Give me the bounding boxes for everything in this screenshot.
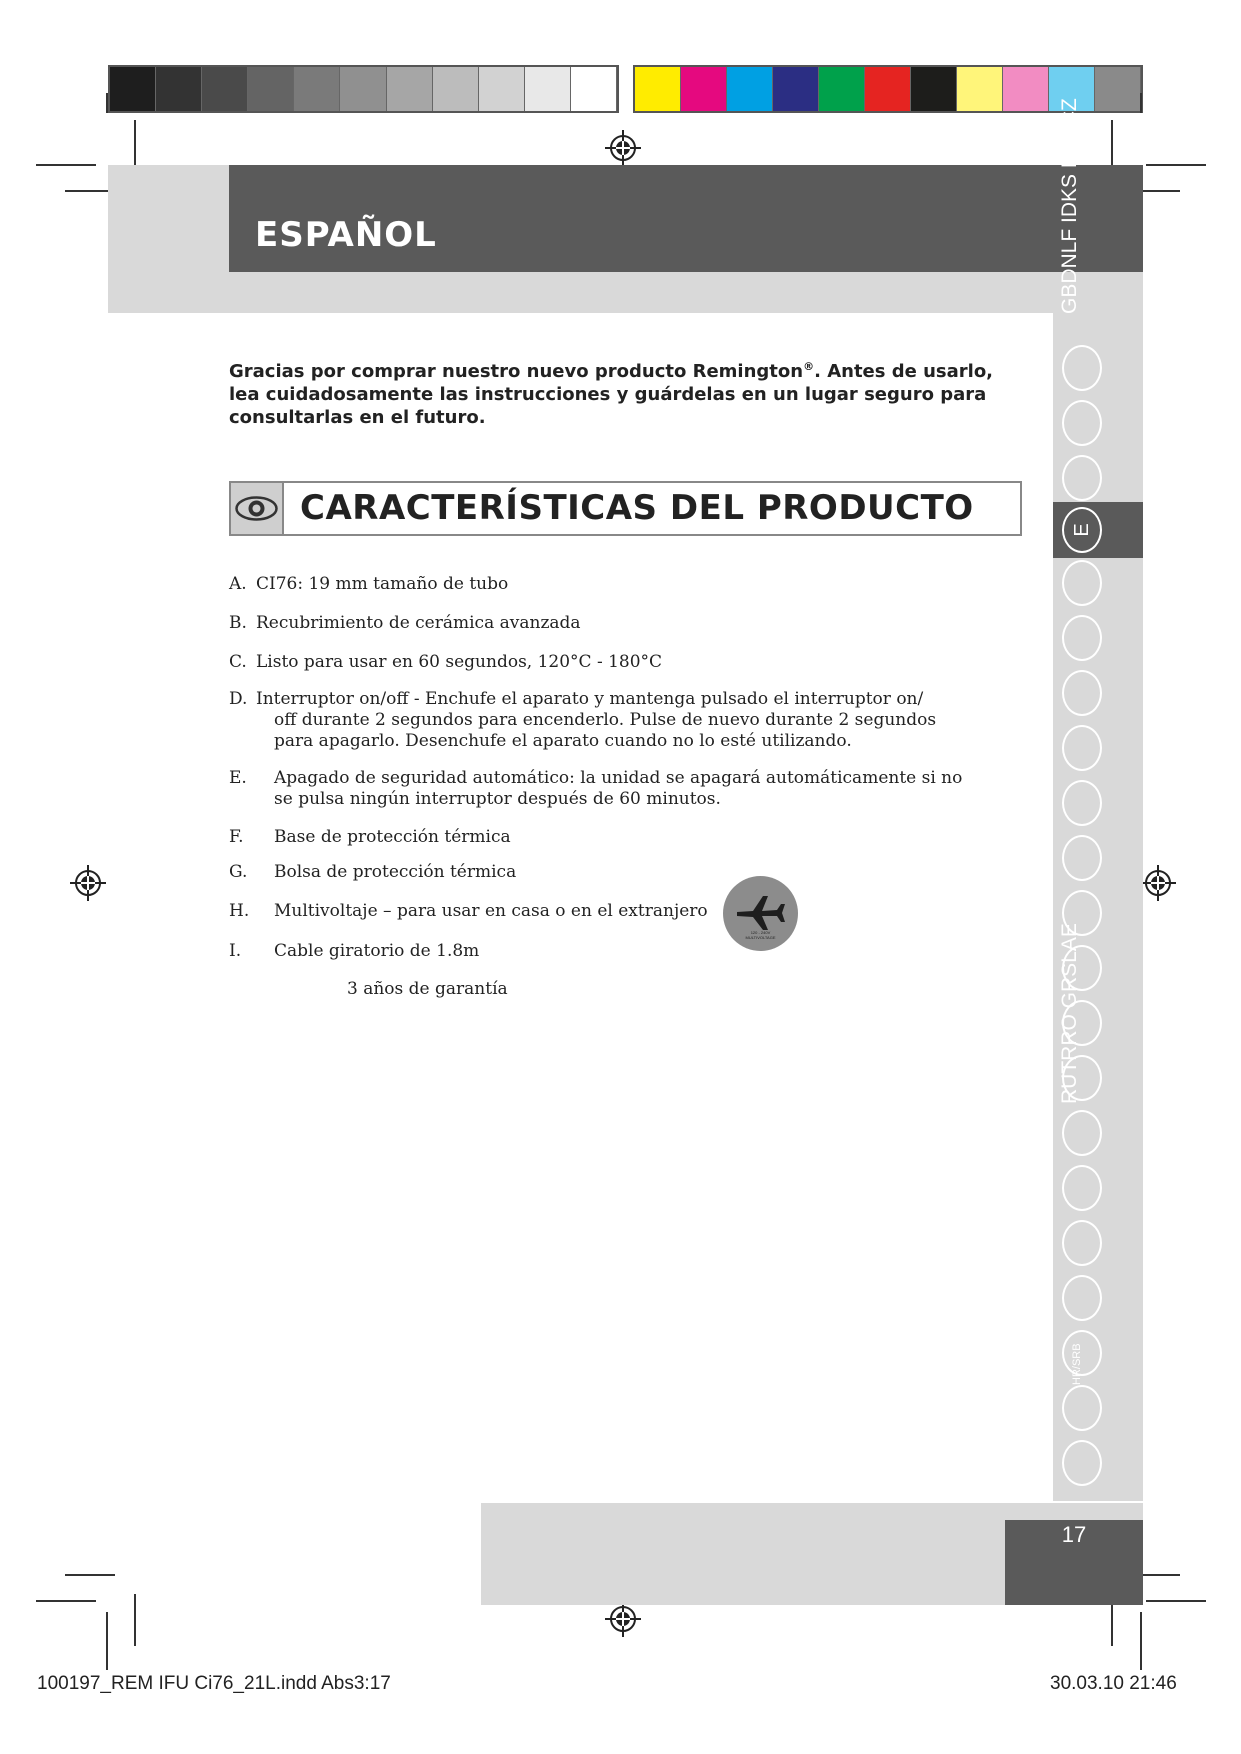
feature-item-e (229, 768, 963, 810)
section-title: CARACTERÍSTICAS DEL PRODUCTO (300, 488, 974, 528)
intro-text-start: Gracias por comprar nuestro nuevo producto Remington (229, 361, 804, 382)
language-tab-circle[interactable] (1062, 1110, 1102, 1156)
page-title: ESPAÑOL (255, 215, 437, 255)
feature-text: Cable giratorio de 1.8m (274, 941, 480, 961)
language-tab-circle[interactable] (1062, 1220, 1102, 1266)
language-tab-circle[interactable] (1062, 725, 1102, 771)
calibration-swatch (773, 67, 819, 111)
registration-mark-icon (70, 865, 106, 901)
feature-text: Bolsa de protección térmica (274, 862, 517, 882)
grayscale-calibration-bar (108, 65, 619, 113)
crop-mark (36, 1600, 96, 1602)
feature-letter: H. (229, 901, 250, 921)
registration-mark-icon (605, 1601, 641, 1637)
calibration-swatch (819, 67, 865, 111)
language-tab-active-label: E (1070, 523, 1093, 537)
language-tab-circle[interactable] (1062, 455, 1102, 501)
feature-letter: C. (229, 652, 247, 672)
feature-text: Recubrimiento de cerámica avanzada (256, 613, 581, 633)
crop-mark (106, 93, 108, 113)
page-number: 17 (1061, 1522, 1087, 1547)
calibration-swatch (202, 67, 248, 111)
badge-text: 120 - 240V (750, 930, 771, 935)
feature-text-continued: off durante 2 segundos para encenderlo. Pulse de nuevo durante 2 segundos para apagarlo. Desenchufe el aparato cuando no lo esté utilizando. (274, 710, 937, 751)
eye-icon (231, 483, 282, 534)
feature-item-d (229, 689, 949, 753)
feature-letter: D. (229, 689, 248, 709)
calibration-swatch (156, 67, 202, 111)
crop-mark (36, 164, 96, 166)
language-tab-circle[interactable] (1062, 670, 1102, 716)
feature-text: Listo para usar en 60 segundos, 120°C - 180°C (256, 652, 663, 672)
section-icon-box (229, 481, 284, 536)
calibration-swatch (110, 67, 156, 111)
language-tab-circle[interactable] (1062, 1275, 1102, 1321)
language-tab-circle[interactable] (1062, 615, 1102, 661)
feature-letter: G. (229, 862, 248, 882)
intro-paragraph (229, 355, 999, 429)
registered-mark: ® (803, 360, 815, 373)
calibration-swatch (727, 67, 773, 111)
calibration-swatch (571, 67, 617, 111)
language-tab-top-label: GBDNLF IDKS PSKCZ (1058, 98, 1081, 314)
feature-letter: A. (229, 574, 247, 594)
calibration-swatch (387, 67, 433, 111)
calibration-swatch (911, 67, 957, 111)
calibration-swatch (294, 67, 340, 111)
language-tab-circle[interactable] (1062, 780, 1102, 826)
feature-letter: E. (229, 768, 247, 788)
calibration-swatch (957, 67, 1003, 111)
registration-mark-icon (605, 130, 641, 166)
language-tab-circle[interactable] (1062, 1440, 1102, 1486)
calibration-swatch (1095, 67, 1141, 111)
crop-mark (1140, 93, 1142, 113)
crop-mark (106, 1612, 108, 1670)
multivoltage-badge (723, 876, 798, 951)
crop-mark (65, 1574, 115, 1576)
crop-mark (1146, 1600, 1206, 1602)
crop-mark (1146, 164, 1206, 166)
feature-letter: F. (229, 827, 244, 847)
calibration-swatch (525, 67, 571, 111)
language-tab-middle-label: RUTRRO GRSLAE (1058, 923, 1081, 1104)
calibration-swatch (1003, 67, 1049, 111)
language-tab-circle[interactable] (1062, 345, 1102, 391)
intro-text-end: . Antes de usarlo, lea cuidadosamente las instrucciones y guárdelas en un lugar seguro para consultarlas en el futuro. (229, 361, 994, 428)
feature-text: CI76: 19 mm tamaño de tubo (256, 574, 509, 594)
feature-letter: I. (229, 941, 242, 961)
calibration-swatch (865, 67, 911, 111)
feature-text: Apagado de seguridad automático: la unidad se apagará automáticamente si no se pulsa ningún interruptor después de 60 minutos. (274, 768, 963, 809)
language-tab-circle[interactable] (1062, 1385, 1102, 1431)
calibration-swatch (635, 67, 681, 111)
feature-text: Interruptor on/off - Enchufe el aparato y mantenga pulsado el interruptor on/ (256, 689, 924, 709)
slug-date-time: 30.03.10 21:46 (1050, 1673, 1177, 1694)
calibration-swatch (681, 67, 727, 111)
calibration-swatch (433, 67, 479, 111)
language-tab-circle[interactable] (1062, 1165, 1102, 1211)
registration-mark-icon (1140, 865, 1176, 901)
calibration-swatch (340, 67, 386, 111)
crop-mark (134, 1594, 136, 1646)
language-tab-circle[interactable] (1062, 400, 1102, 446)
airplane-icon (723, 876, 798, 951)
crop-mark (1140, 1612, 1142, 1670)
calibration-swatch (479, 67, 525, 111)
language-tab-bottom-label: HR/SRB (1071, 1343, 1083, 1385)
calibration-swatch (248, 67, 294, 111)
feature-text: Base de protección térmica (274, 827, 511, 847)
warranty-text: 3 años de garantía (347, 979, 508, 999)
feature-text: Multivoltaje – para usar en casa o en el extranjero (274, 901, 708, 921)
feature-letter: B. (229, 613, 247, 633)
language-tab-circle[interactable] (1062, 835, 1102, 881)
slug-file-info: 100197_REM IFU Ci76_21L.indd Abs3:17 (37, 1673, 391, 1694)
badge-text-line-2: MULTIVOLTAGE (745, 935, 776, 940)
language-tab-circle[interactable] (1062, 560, 1102, 606)
